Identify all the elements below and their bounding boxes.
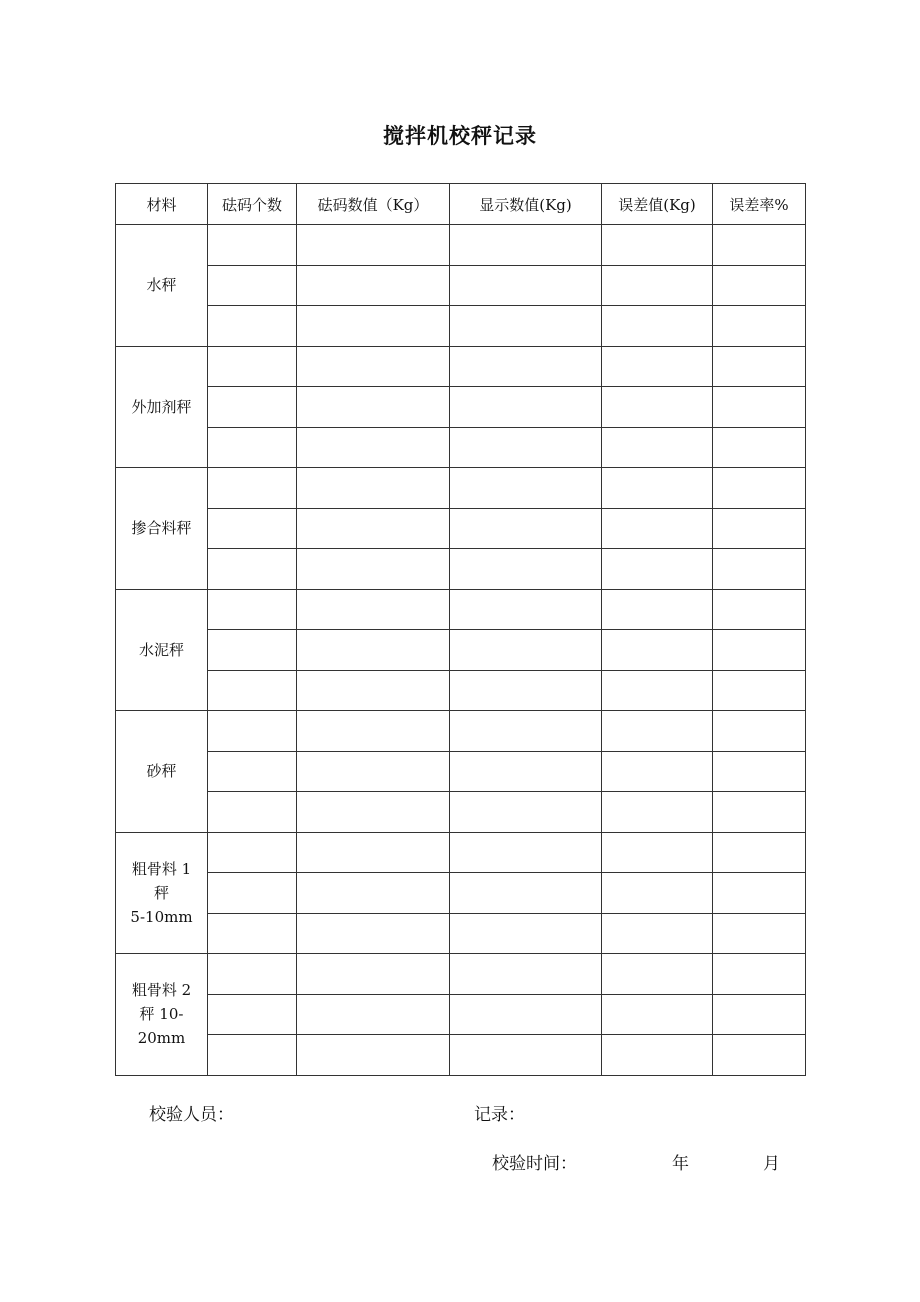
data-cell[interactable]	[602, 670, 713, 711]
data-cell[interactable]	[208, 994, 297, 1035]
data-cell[interactable]	[450, 346, 602, 387]
month-label: 月	[763, 1154, 780, 1174]
data-cell[interactable]	[713, 832, 806, 873]
material-label: 外加剂秤	[131, 397, 192, 416]
data-cell[interactable]	[208, 589, 297, 630]
data-cell[interactable]	[602, 549, 713, 590]
data-cell[interactable]	[297, 873, 450, 914]
table-row	[116, 427, 806, 468]
data-cell[interactable]	[297, 346, 450, 387]
data-cell[interactable]	[713, 265, 806, 306]
table-row	[116, 265, 806, 306]
data-cell[interactable]	[450, 630, 602, 671]
header-weight-count: 砝码个数	[208, 184, 297, 225]
data-cell[interactable]	[713, 670, 806, 711]
data-cell[interactable]	[297, 508, 450, 549]
data-cell[interactable]	[450, 1035, 602, 1076]
data-cell[interactable]	[297, 225, 450, 266]
inspector-label: 校验人员：	[149, 1105, 234, 1125]
header-weight-value: 砝码数值（Kg）	[297, 184, 450, 225]
data-cell[interactable]	[602, 994, 713, 1035]
data-cell[interactable]	[208, 265, 297, 306]
data-cell[interactable]	[602, 832, 713, 873]
table-row	[116, 508, 806, 549]
data-cell[interactable]	[602, 265, 713, 306]
table-row	[116, 589, 806, 630]
data-cell[interactable]	[450, 751, 602, 792]
data-cell[interactable]	[297, 427, 450, 468]
data-cell[interactable]	[297, 751, 450, 792]
calibration-table	[115, 183, 806, 1076]
data-cell[interactable]	[208, 913, 297, 954]
material-label: 粗骨料 2	[131, 981, 192, 1000]
table-row	[116, 913, 806, 954]
data-cell[interactable]	[297, 265, 450, 306]
material-cell	[116, 225, 208, 347]
data-cell[interactable]	[450, 468, 602, 509]
data-cell[interactable]	[713, 792, 806, 833]
data-cell[interactable]	[208, 630, 297, 671]
data-cell[interactable]	[713, 225, 806, 266]
header-display-value: 显示数值(Kg)	[450, 184, 602, 225]
table-row	[116, 832, 806, 873]
table-row	[116, 670, 806, 711]
data-cell[interactable]	[297, 792, 450, 833]
data-cell[interactable]	[297, 387, 450, 428]
data-cell[interactable]	[450, 265, 602, 306]
data-cell[interactable]	[450, 549, 602, 590]
data-cell[interactable]	[713, 346, 806, 387]
data-cell[interactable]	[450, 508, 602, 549]
table-header-row	[116, 184, 806, 225]
data-cell[interactable]	[713, 1035, 806, 1076]
data-cell[interactable]	[297, 994, 450, 1035]
material-cell	[116, 954, 208, 1076]
data-cell[interactable]	[297, 954, 450, 995]
data-cell[interactable]	[602, 225, 713, 266]
data-cell[interactable]	[713, 427, 806, 468]
table-row	[116, 954, 806, 995]
material-label: 5-10mm	[130, 907, 193, 926]
data-cell[interactable]	[450, 306, 602, 347]
data-cell[interactable]	[208, 306, 297, 347]
data-cell[interactable]	[713, 954, 806, 995]
data-cell[interactable]	[208, 792, 297, 833]
data-cell[interactable]	[602, 792, 713, 833]
table-row	[116, 306, 806, 347]
data-cell[interactable]	[297, 549, 450, 590]
data-cell[interactable]	[713, 873, 806, 914]
table-row	[116, 468, 806, 509]
data-cell[interactable]	[450, 873, 602, 914]
data-cell[interactable]	[208, 468, 297, 509]
data-cell[interactable]	[208, 346, 297, 387]
table-row	[116, 792, 806, 833]
material-label: 粗骨料 1	[131, 859, 192, 878]
data-cell[interactable]	[297, 630, 450, 671]
data-cell[interactable]	[208, 832, 297, 873]
table-row	[116, 711, 806, 752]
material-cell	[116, 468, 208, 590]
table-row	[116, 225, 806, 266]
data-cell[interactable]	[208, 225, 297, 266]
data-cell[interactable]	[450, 711, 602, 752]
table-row	[116, 346, 806, 387]
material-label: 掺合料秤	[131, 519, 192, 538]
material-label: 水秤	[146, 276, 177, 295]
material-label: 秤 10-	[139, 1005, 184, 1024]
data-cell[interactable]	[602, 589, 713, 630]
data-cell[interactable]	[208, 873, 297, 914]
date-label: 校验时间：	[492, 1154, 577, 1174]
data-cell[interactable]	[208, 1035, 297, 1076]
data-cell[interactable]	[602, 346, 713, 387]
material-cell	[116, 346, 208, 468]
header-error-rate: 误差率%	[713, 184, 806, 225]
data-cell[interactable]	[602, 306, 713, 347]
material-label: 20mm	[137, 1029, 186, 1048]
data-cell[interactable]	[208, 711, 297, 752]
table-row	[116, 994, 806, 1035]
table-row	[116, 873, 806, 914]
data-cell[interactable]	[450, 954, 602, 995]
data-cell[interactable]	[450, 387, 602, 428]
data-cell[interactable]	[602, 508, 713, 549]
data-cell[interactable]	[713, 549, 806, 590]
table-row	[116, 387, 806, 428]
data-cell[interactable]	[713, 306, 806, 347]
data-cell[interactable]	[450, 913, 602, 954]
recorder-label: 记录：	[474, 1105, 525, 1125]
data-cell[interactable]	[208, 508, 297, 549]
data-cell[interactable]	[297, 913, 450, 954]
data-cell[interactable]	[602, 711, 713, 752]
data-cell[interactable]	[602, 630, 713, 671]
data-cell[interactable]	[297, 832, 450, 873]
data-cell[interactable]	[450, 832, 602, 873]
data-cell[interactable]	[208, 670, 297, 711]
data-cell[interactable]	[602, 751, 713, 792]
data-cell[interactable]	[713, 468, 806, 509]
data-cell[interactable]	[297, 589, 450, 630]
material-label: 秤	[153, 883, 169, 902]
data-cell[interactable]	[208, 751, 297, 792]
data-cell[interactable]	[602, 913, 713, 954]
data-cell[interactable]	[297, 1035, 450, 1076]
material-label: 砂秤	[146, 762, 177, 781]
header-error-value: 误差值(Kg)	[602, 184, 713, 225]
data-cell[interactable]	[713, 387, 806, 428]
page-title: 搅拌机校秤记录	[383, 124, 537, 148]
data-cell[interactable]	[713, 508, 806, 549]
data-cell[interactable]	[602, 873, 713, 914]
data-cell[interactable]	[450, 427, 602, 468]
data-cell[interactable]	[450, 225, 602, 266]
data-cell[interactable]	[713, 751, 806, 792]
data-cell[interactable]	[602, 468, 713, 509]
year-label: 年	[672, 1154, 689, 1174]
table-row	[116, 751, 806, 792]
data-cell[interactable]	[713, 711, 806, 752]
data-cell[interactable]	[713, 630, 806, 671]
data-cell[interactable]	[713, 913, 806, 954]
data-cell[interactable]	[450, 792, 602, 833]
data-cell[interactable]	[208, 549, 297, 590]
data-cell[interactable]	[602, 954, 713, 995]
material-cell	[116, 832, 208, 954]
data-cell[interactable]	[297, 468, 450, 509]
material-label: 水泥秤	[138, 640, 184, 659]
material-cell	[116, 589, 208, 711]
data-cell[interactable]	[297, 670, 450, 711]
data-cell[interactable]	[450, 589, 602, 630]
data-cell[interactable]	[713, 994, 806, 1035]
data-cell[interactable]	[602, 1035, 713, 1076]
data-cell[interactable]	[713, 589, 806, 630]
table-body	[116, 225, 806, 1076]
header-material: 材料	[116, 184, 208, 225]
material-cell	[116, 711, 208, 833]
data-cell[interactable]	[602, 387, 713, 428]
data-cell[interactable]	[208, 387, 297, 428]
data-cell[interactable]	[297, 711, 450, 752]
data-cell[interactable]	[602, 427, 713, 468]
data-cell[interactable]	[450, 994, 602, 1035]
table-row	[116, 630, 806, 671]
data-cell[interactable]	[208, 954, 297, 995]
data-cell[interactable]	[450, 670, 602, 711]
data-cell[interactable]	[208, 427, 297, 468]
table-row	[116, 1035, 806, 1076]
table-row	[116, 549, 806, 590]
data-cell[interactable]	[297, 306, 450, 347]
